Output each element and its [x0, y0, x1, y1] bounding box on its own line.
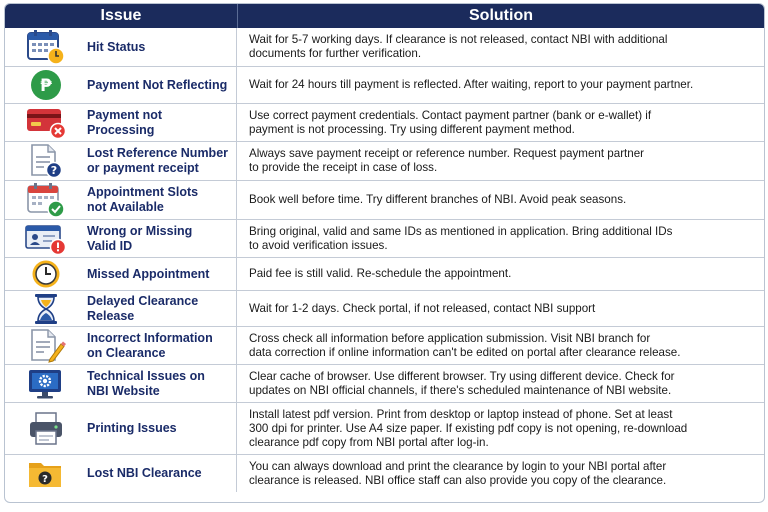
issue-cell — [87, 142, 237, 180]
issue-label: Appointment Slots not Available — [87, 185, 199, 214]
solution-text: Book well before time. Try different branches of NBI. Avoid peak seasons. — [249, 193, 627, 206]
issue-label: Incorrect Information on Clearance — [87, 330, 213, 360]
solution-text: Install latest pdf version. Print from desktop or laptop instead of phone. Set at least 300 dpi for printer. Use A4 size paper. If existing pdf copy is not opening, re-download clearance pdf copy from NBI portal after log-in. — [249, 407, 688, 449]
solution-cell — [237, 403, 764, 454]
issue-label: Payment not Processing — [87, 107, 163, 137]
hourglass-icon — [5, 291, 87, 326]
issue-column-header: Issue — [5, 4, 238, 28]
solution-cell — [237, 365, 764, 402]
peso-coin-icon — [5, 67, 87, 103]
table-row — [5, 454, 764, 492]
issue-label: Lost Reference Number or payment receipt — [87, 146, 229, 175]
table-row — [5, 66, 764, 103]
table-row — [5, 141, 764, 180]
svg-text:₱: ₱ — [40, 76, 52, 96]
table-row — [5, 364, 764, 402]
issue-label: Payment Not Reflecting — [87, 77, 228, 92]
solution-text: Bring original, valid and same IDs as mentioned in application. Bring additional IDs to avoid verification issues. — [249, 224, 673, 252]
solution-cell — [237, 455, 764, 492]
issues-table — [4, 3, 765, 503]
svg-text:?: ? — [42, 473, 48, 485]
issue-cell — [87, 258, 237, 290]
solution-cell — [237, 142, 764, 180]
solution-text: Paid fee is still valid. Re-schedule the appointment. — [249, 267, 512, 280]
calendar-clock-icon — [5, 28, 87, 66]
solution-text: Wait for 1-2 days. Check portal, if not released, contact NBI support — [249, 301, 596, 315]
issue-cell — [87, 455, 237, 492]
printer-icon — [5, 403, 87, 454]
solution-cell — [237, 291, 764, 326]
solution-text: Always save payment receipt or reference number. Request payment partner to provide the receipt in case of loss. — [249, 147, 645, 174]
table-row — [5, 402, 764, 454]
table-row — [5, 28, 764, 66]
id-card-alert-icon — [5, 220, 87, 257]
table-header — [5, 4, 764, 28]
solution-text: Clear cache of browser. Use different browser. Try using different device. Check for updates on NBI official channels, if there's scheduled maintenance of NBI website. — [249, 369, 675, 397]
table-row — [5, 219, 764, 257]
table-row — [5, 326, 764, 364]
credit-card-error-icon — [5, 104, 87, 141]
issue-label: Printing Issues — [87, 421, 177, 435]
table-row — [5, 257, 764, 290]
issue-label: Hit Status — [87, 39, 146, 54]
solution-cell — [237, 220, 764, 257]
solution-text: Use correct payment credentials. Contact payment partner (bank or e-wallet) if payment is not processing. Try using different payment method. — [249, 108, 652, 136]
issue-cell — [87, 403, 237, 454]
issue-cell — [87, 220, 237, 257]
issue-cell — [87, 67, 237, 103]
monitor-gear-icon — [5, 365, 87, 402]
calendar-check-icon — [5, 181, 87, 219]
issue-cell — [87, 327, 237, 364]
issue-cell — [87, 104, 237, 141]
solution-cell — [237, 327, 764, 364]
document-edit-icon — [5, 327, 87, 364]
solution-text: You can always download and print the clearance by login to your NBI portal after clearance is released. NBI office staff can also provide you copy of the clearance. — [249, 459, 667, 487]
table-row — [5, 103, 764, 141]
solution-text: Wait for 5-7 working days. If clearance is not released, contact NBI with additional documents for further verification. — [249, 33, 668, 60]
document-question-icon — [5, 142, 87, 180]
svg-text:?: ? — [50, 164, 58, 177]
folder-question-icon — [5, 455, 87, 492]
table-row — [5, 180, 764, 219]
table-body — [5, 28, 764, 492]
issue-label: Lost NBI Clearance — [87, 466, 202, 480]
solution-text: Wait for 24 hours till payment is reflected. After waiting, report to your payment partner. — [249, 78, 694, 91]
issue-label: Wrong or Missing Valid ID — [87, 223, 193, 253]
issue-cell — [87, 181, 237, 219]
issue-cell — [87, 28, 237, 66]
solution-cell — [237, 67, 764, 103]
issue-cell — [87, 291, 237, 326]
issue-label: Missed Appointment — [87, 266, 210, 281]
solution-cell — [237, 181, 764, 219]
issue-cell — [87, 365, 237, 402]
solution-text: Cross check all information before application submission. Visit NBI branch for data correction if online information can't be edited on portal after clearance release. — [249, 331, 681, 359]
solution-cell — [237, 258, 764, 290]
issue-label: Delayed Clearance Release — [87, 293, 199, 323]
clock-icon — [5, 258, 87, 290]
issue-label: Technical Issues on NBI Website — [87, 368, 205, 398]
solution-column-header: Solution — [469, 7, 533, 24]
table-row — [5, 290, 764, 326]
solution-cell — [237, 104, 764, 141]
solution-cell — [237, 28, 764, 66]
